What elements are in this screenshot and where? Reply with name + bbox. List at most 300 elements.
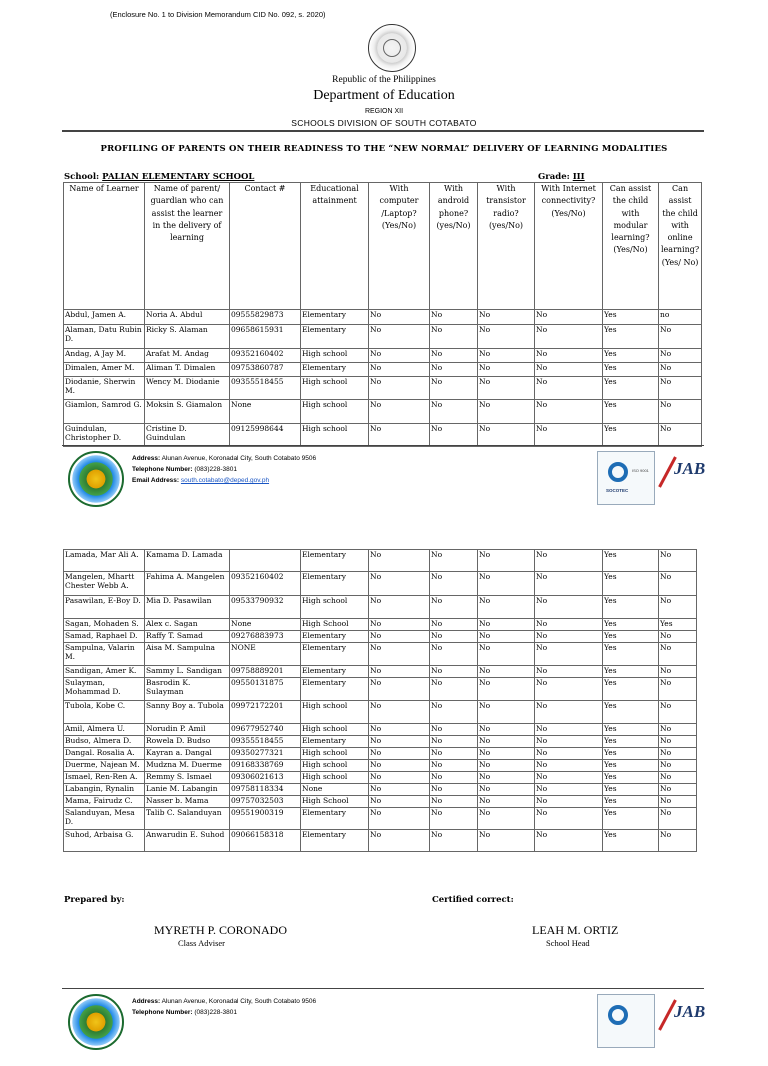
- division-logo: [68, 451, 124, 507]
- page-footer: [62, 988, 704, 1066]
- table-cell: No: [659, 550, 697, 572]
- table-cell: High School: [301, 796, 369, 808]
- table-cell: No: [369, 666, 430, 678]
- table-cell: No: [478, 808, 535, 830]
- table-cell: Elementary: [301, 643, 369, 666]
- table-row: [64, 596, 697, 619]
- table-cell: No: [430, 631, 478, 643]
- table-cell: No: [369, 310, 430, 325]
- table-cell: Diodanie, Sherwin M.: [64, 377, 145, 400]
- table-cell: Basrodin K. Sulayman: [145, 678, 230, 701]
- table-cell: High school: [301, 377, 369, 400]
- column-header: Contact #: [230, 183, 301, 310]
- table-cell: Elementary: [301, 363, 369, 377]
- table-cell: No: [430, 748, 478, 760]
- table-cell: 09551900319: [230, 808, 301, 830]
- department-heading: Department of Education: [313, 88, 455, 103]
- table-row: [64, 784, 697, 796]
- table-cell: 09306021613: [230, 772, 301, 784]
- table-cell: No: [535, 631, 603, 643]
- table-cell: Labangin, Rynalin: [64, 784, 145, 796]
- table-cell: No: [369, 772, 430, 784]
- table-cell: No: [369, 596, 430, 619]
- table-cell: No: [478, 596, 535, 619]
- table-row: [64, 572, 697, 596]
- table-cell: Yes: [603, 619, 659, 631]
- table-cell: No: [430, 619, 478, 631]
- table-cell: No: [535, 784, 603, 796]
- table-cell: Mangelen, Mhartt Chester Webb A.: [64, 572, 145, 596]
- table-cell: No: [535, 400, 603, 424]
- jab-accreditation-logo: [660, 994, 708, 1048]
- table-cell: Yes: [603, 760, 659, 772]
- table-cell: No: [478, 796, 535, 808]
- table-cell: 09276883973: [230, 631, 301, 643]
- table-cell: Sanny Boy a. Tubola: [145, 701, 230, 724]
- table-cell: High school: [301, 424, 369, 447]
- table-cell: 09355518455: [230, 736, 301, 748]
- table-cell: Salanduyan, Mesa D.: [64, 808, 145, 830]
- table-cell: No: [478, 619, 535, 631]
- iso-mark-text: ISO 9001: [632, 468, 649, 473]
- table-cell: Sagan, Mohaden S.: [64, 619, 145, 631]
- table-cell: 09972172201: [230, 701, 301, 724]
- table-cell: Sulayman, Mohammad D.: [64, 678, 145, 701]
- table-cell: Yes: [603, 596, 659, 619]
- table-cell: Giamlon, Samrod G.: [64, 400, 145, 424]
- table-cell: No: [369, 808, 430, 830]
- table-cell: 09757032503: [230, 796, 301, 808]
- table-cell: No: [478, 349, 535, 363]
- table-cell: No: [535, 701, 603, 724]
- school-label: School:: [64, 172, 100, 182]
- table-row: [64, 748, 697, 760]
- header-divider: [62, 130, 704, 132]
- table-cell: Yes: [603, 572, 659, 596]
- table-cell: No: [478, 784, 535, 796]
- table-row: [64, 349, 702, 363]
- table-cell: High school: [301, 596, 369, 619]
- certified-correct-label: Certified correct:: [432, 895, 514, 905]
- jab-text: JAB: [674, 459, 706, 478]
- table-cell: No: [659, 643, 697, 666]
- table-cell: Yes: [603, 784, 659, 796]
- socotec-text: SOCOTEC: [606, 488, 629, 493]
- table-cell: No: [478, 748, 535, 760]
- table-cell: Aliman T. Dimalen: [145, 363, 230, 377]
- table-cell: No: [535, 619, 603, 631]
- table-row: [64, 363, 702, 377]
- table-cell: No: [369, 678, 430, 701]
- table-cell: No: [430, 666, 478, 678]
- table-cell: 09533790932: [230, 596, 301, 619]
- table-cell: Moksin S. Giamalon: [145, 400, 230, 424]
- table-cell: No: [659, 760, 697, 772]
- column-header: With Internet connectivity? (Yes/No): [535, 183, 603, 310]
- table-cell: No: [430, 596, 478, 619]
- table-cell: No: [659, 724, 697, 736]
- table-cell: Ismael, Ren-Ren A.: [64, 772, 145, 784]
- head-role: School Head: [546, 938, 590, 948]
- table-cell: No: [478, 830, 535, 852]
- table-cell: Yes: [603, 666, 659, 678]
- table-cell: No: [430, 736, 478, 748]
- table-cell: High school: [301, 724, 369, 736]
- table-cell: No: [369, 736, 430, 748]
- table-cell: No: [430, 325, 478, 349]
- table-cell: Budso, Almera D.: [64, 736, 145, 748]
- table-row: [64, 377, 702, 400]
- document-title: PROFILING OF PARENTS ON THEIR READINESS TO THE “NEW NORMAL” DELIVERY OF LEARNING MODALITIES: [100, 144, 668, 154]
- table-cell: Yes: [603, 550, 659, 572]
- table-cell: Anwarudin E. Suhod: [145, 830, 230, 852]
- adviser-role: Class Adviser: [178, 938, 225, 948]
- table-cell: No: [478, 736, 535, 748]
- parents-profile-table: [63, 182, 702, 447]
- address-text: Alunan Avenue, Koronadal City, South Cotabato 9506: [161, 998, 317, 1005]
- table-cell: No: [535, 772, 603, 784]
- table-cell: No: [430, 760, 478, 772]
- table-cell: No: [369, 400, 430, 424]
- table-cell: No: [430, 550, 478, 572]
- table-cell: No: [430, 678, 478, 701]
- table-cell: No: [478, 550, 535, 572]
- table-row: [64, 310, 702, 325]
- table-row: [64, 619, 697, 631]
- table-cell: Lamada, Mar Ali A.: [64, 550, 145, 572]
- school-name: PALIAN ELEMENTARY SCHOOL: [102, 172, 255, 182]
- division-logo: [68, 994, 124, 1050]
- iso-certification-logo: [597, 994, 655, 1048]
- table-cell: No: [430, 643, 478, 666]
- table-cell: No: [369, 377, 430, 400]
- enclosure-note: (Enclosure No. 1 to Division Memorandum CID No. 092, s. 2020): [110, 10, 326, 19]
- table-cell: Yes: [603, 349, 659, 363]
- column-header: Educational attainment: [301, 183, 369, 310]
- table-cell: No: [659, 377, 702, 400]
- address-label: Address:: [132, 455, 161, 462]
- table-cell: 09125998644: [230, 424, 301, 447]
- table-cell: Yes: [603, 724, 659, 736]
- deped-seal-logo: [368, 24, 416, 72]
- table-cell: Mudzna M. Duerme: [145, 760, 230, 772]
- table-cell: Elementary: [301, 572, 369, 596]
- column-header: Name of parent/ guardian who can assist the learner in the delivery of learning: [145, 183, 230, 310]
- table-cell: Yes: [603, 631, 659, 643]
- table-cell: Yes: [659, 619, 697, 631]
- table-cell: No: [659, 363, 702, 377]
- table-cell: Rowela D. Budso: [145, 736, 230, 748]
- table-cell: Alex c. Sagan: [145, 619, 230, 631]
- column-header: With transistor radio? (yes/No): [478, 183, 535, 310]
- table-cell: No: [430, 363, 478, 377]
- table-cell: No: [478, 377, 535, 400]
- table-cell: Suhod, Arbaisa G.: [64, 830, 145, 852]
- table-row: [64, 701, 697, 724]
- table-cell: No: [430, 784, 478, 796]
- head-name: LEAH M. ORTIZ: [532, 923, 619, 937]
- table-cell: 09658615931: [230, 325, 301, 349]
- column-header: Can assist the child with online learning? (Yes/ No): [659, 183, 702, 310]
- column-header: With android phone? (yes/No): [430, 183, 478, 310]
- table-cell: Duerme, Najean M.: [64, 760, 145, 772]
- table-cell: Mama, Fairudz C.: [64, 796, 145, 808]
- table-row: [64, 678, 697, 701]
- table-cell: 09758889201: [230, 666, 301, 678]
- table-cell: No: [478, 643, 535, 666]
- table-cell: 09550131875: [230, 678, 301, 701]
- table-cell: 09355518455: [230, 377, 301, 400]
- table-cell: No: [535, 596, 603, 619]
- table-cell: Yes: [603, 736, 659, 748]
- table-cell: Yes: [603, 796, 659, 808]
- table-cell: No: [369, 363, 430, 377]
- table-cell: No: [430, 349, 478, 363]
- table-cell: No: [535, 760, 603, 772]
- column-header: Name of Learner: [64, 183, 145, 310]
- prepared-by-label: Prepared by:: [64, 895, 125, 905]
- table-cell: [230, 550, 301, 572]
- address-text: Alunan Avenue, Koronadal City, South Cotabato 9506: [161, 455, 317, 462]
- table-row: [64, 796, 697, 808]
- table-cell: Remmy S. Ismael: [145, 772, 230, 784]
- table-cell: 09758118334: [230, 784, 301, 796]
- table-cell: Amil, Almera U.: [64, 724, 145, 736]
- table-cell: Mia D. Pasawilan: [145, 596, 230, 619]
- iso-certification-logo: [597, 451, 655, 505]
- table-cell: High school: [301, 772, 369, 784]
- table-cell: None: [230, 619, 301, 631]
- table-cell: No: [535, 550, 603, 572]
- table-row: [64, 325, 702, 349]
- email-label: Email Address:: [132, 477, 180, 484]
- table-cell: No: [535, 808, 603, 830]
- table-cell: No: [535, 424, 603, 447]
- table-row: [64, 772, 697, 784]
- table-cell: No: [369, 748, 430, 760]
- table-cell: no: [659, 310, 702, 325]
- table-cell: No: [430, 772, 478, 784]
- table-cell: Yes: [603, 400, 659, 424]
- table-cell: Wency M. Diodanie: [145, 377, 230, 400]
- table-cell: Yes: [603, 643, 659, 666]
- table-cell: No: [535, 748, 603, 760]
- table-cell: No: [535, 830, 603, 852]
- table-cell: No: [478, 666, 535, 678]
- table-cell: None: [301, 784, 369, 796]
- table-cell: No: [369, 619, 430, 631]
- table-cell: No: [478, 701, 535, 724]
- table-cell: No: [659, 631, 697, 643]
- table-cell: Dangal. Rosalia A.: [64, 748, 145, 760]
- table-cell: High school: [301, 349, 369, 363]
- contact-block: [132, 996, 316, 1018]
- table-cell: Raffy T. Samad: [145, 631, 230, 643]
- grade-value: III: [572, 172, 585, 182]
- table-cell: No: [535, 724, 603, 736]
- table-cell: Talib C. Salanduyan: [145, 808, 230, 830]
- table-cell: No: [369, 796, 430, 808]
- table-cell: 09352160402: [230, 349, 301, 363]
- table-cell: No: [369, 325, 430, 349]
- phone-text: (083)228-3801: [194, 1009, 238, 1016]
- table-cell: No: [369, 760, 430, 772]
- table-cell: Yes: [603, 678, 659, 701]
- table-cell: Samad, Raphael D.: [64, 631, 145, 643]
- table-cell: No: [478, 363, 535, 377]
- email-link[interactable]: south.cotabato@deped.gov.ph: [180, 477, 270, 484]
- table-cell: Yes: [603, 772, 659, 784]
- table-cell: No: [535, 349, 603, 363]
- table-cell: High school: [301, 748, 369, 760]
- table-cell: No: [369, 572, 430, 596]
- table-cell: No: [535, 325, 603, 349]
- table-cell: High school: [301, 400, 369, 424]
- table-cell: 09066158318: [230, 830, 301, 852]
- table-cell: No: [659, 349, 702, 363]
- school-line: [64, 172, 254, 182]
- table-cell: Yes: [603, 310, 659, 325]
- table-cell: No: [369, 724, 430, 736]
- table-cell: No: [430, 400, 478, 424]
- table-header-row: [64, 183, 702, 310]
- table-cell: No: [369, 830, 430, 852]
- table-cell: Elementary: [301, 830, 369, 852]
- parents-profile-table-continued: [63, 549, 697, 852]
- table-cell: No: [430, 796, 478, 808]
- table-cell: Kamama D. Lamada: [145, 550, 230, 572]
- table-cell: Yes: [603, 424, 659, 447]
- table-cell: No: [535, 796, 603, 808]
- table-cell: Yes: [603, 701, 659, 724]
- table-cell: No: [659, 424, 702, 447]
- table-cell: Guindulan, Christopher D.: [64, 424, 145, 447]
- table-cell: No: [535, 310, 603, 325]
- table-cell: 09168338769: [230, 760, 301, 772]
- table-cell: Noria A. Abdul: [145, 310, 230, 325]
- table-row: [64, 424, 702, 447]
- table-cell: 09753860787: [230, 363, 301, 377]
- table-cell: No: [478, 572, 535, 596]
- table-cell: No: [535, 363, 603, 377]
- table-cell: NONE: [230, 643, 301, 666]
- table-cell: No: [369, 631, 430, 643]
- table-cell: No: [478, 424, 535, 447]
- address-label: Address:: [132, 998, 161, 1005]
- table-cell: Yes: [603, 377, 659, 400]
- table-cell: No: [659, 808, 697, 830]
- phone-label: Telephone Number:: [132, 1009, 193, 1016]
- table-cell: No: [478, 400, 535, 424]
- table-row: [64, 400, 702, 424]
- table-row: [64, 631, 697, 643]
- table-cell: No: [430, 572, 478, 596]
- table-cell: High school: [301, 760, 369, 772]
- table-cell: No: [659, 830, 697, 852]
- table-cell: High School: [301, 619, 369, 631]
- table-cell: Pasawilan, E-Boy D.: [64, 596, 145, 619]
- table-cell: Sampulna, Valarin M.: [64, 643, 145, 666]
- table-cell: No: [369, 349, 430, 363]
- table-cell: 09350277321: [230, 748, 301, 760]
- table-cell: Yes: [603, 830, 659, 852]
- table-cell: Yes: [603, 808, 659, 830]
- table-cell: No: [659, 701, 697, 724]
- republic-heading: Republic of the Philippines: [332, 75, 436, 85]
- table-cell: No: [659, 325, 702, 349]
- table-cell: No: [535, 666, 603, 678]
- table-cell: No: [478, 760, 535, 772]
- table-cell: No: [430, 724, 478, 736]
- table-cell: Elementary: [301, 550, 369, 572]
- table-cell: Elementary: [301, 666, 369, 678]
- table-cell: Elementary: [301, 325, 369, 349]
- table-cell: No: [659, 400, 702, 424]
- table-cell: No: [430, 310, 478, 325]
- table-cell: No: [659, 678, 697, 701]
- table-cell: No: [478, 310, 535, 325]
- table-cell: No: [659, 736, 697, 748]
- table-cell: Kayran a. Dangal: [145, 748, 230, 760]
- table-cell: No: [430, 830, 478, 852]
- table-cell: No: [659, 596, 697, 619]
- grade-line: [538, 172, 585, 182]
- table-cell: No: [369, 424, 430, 447]
- table-cell: Elementary: [301, 310, 369, 325]
- table-cell: Elementary: [301, 678, 369, 701]
- region-heading: REGION XII: [364, 108, 404, 115]
- table-row: [64, 760, 697, 772]
- table-cell: Lanie M. Labangin: [145, 784, 230, 796]
- table-cell: High school: [301, 701, 369, 724]
- table-cell: Tubola, Kobe C.: [64, 701, 145, 724]
- table-cell: Fahima A. Mangelen: [145, 572, 230, 596]
- contact-block: [132, 453, 316, 486]
- table-cell: No: [478, 631, 535, 643]
- jab-text: JAB: [674, 1002, 706, 1021]
- table-cell: Cristine D. Guindulan: [145, 424, 230, 447]
- table-cell: No: [369, 784, 430, 796]
- table-cell: None: [230, 400, 301, 424]
- table-cell: No: [369, 643, 430, 666]
- table-cell: No: [535, 678, 603, 701]
- table-cell: No: [478, 772, 535, 784]
- table-cell: No: [535, 572, 603, 596]
- table-cell: No: [430, 701, 478, 724]
- table-row: [64, 550, 697, 572]
- table-cell: No: [430, 377, 478, 400]
- jab-accreditation-logo: [660, 451, 708, 505]
- table-row: [64, 830, 697, 852]
- table-row: [64, 808, 697, 830]
- table-cell: No: [535, 643, 603, 666]
- table-cell: Elementary: [301, 808, 369, 830]
- table-cell: No: [659, 666, 697, 678]
- table-cell: 09677952740: [230, 724, 301, 736]
- table-row: [64, 643, 697, 666]
- adviser-name: MYRETH P. CORONADO: [154, 923, 288, 937]
- page-footer: [62, 445, 704, 523]
- table-cell: 09352160402: [230, 572, 301, 596]
- phone-text: (083)228-3801: [194, 466, 238, 473]
- table-row: [64, 666, 697, 678]
- grade-label: Grade:: [538, 172, 570, 182]
- table-cell: No: [535, 736, 603, 748]
- table-cell: Arafat M. Andag: [145, 349, 230, 363]
- table-cell: No: [478, 325, 535, 349]
- table-cell: Elementary: [301, 736, 369, 748]
- table-cell: No: [659, 796, 697, 808]
